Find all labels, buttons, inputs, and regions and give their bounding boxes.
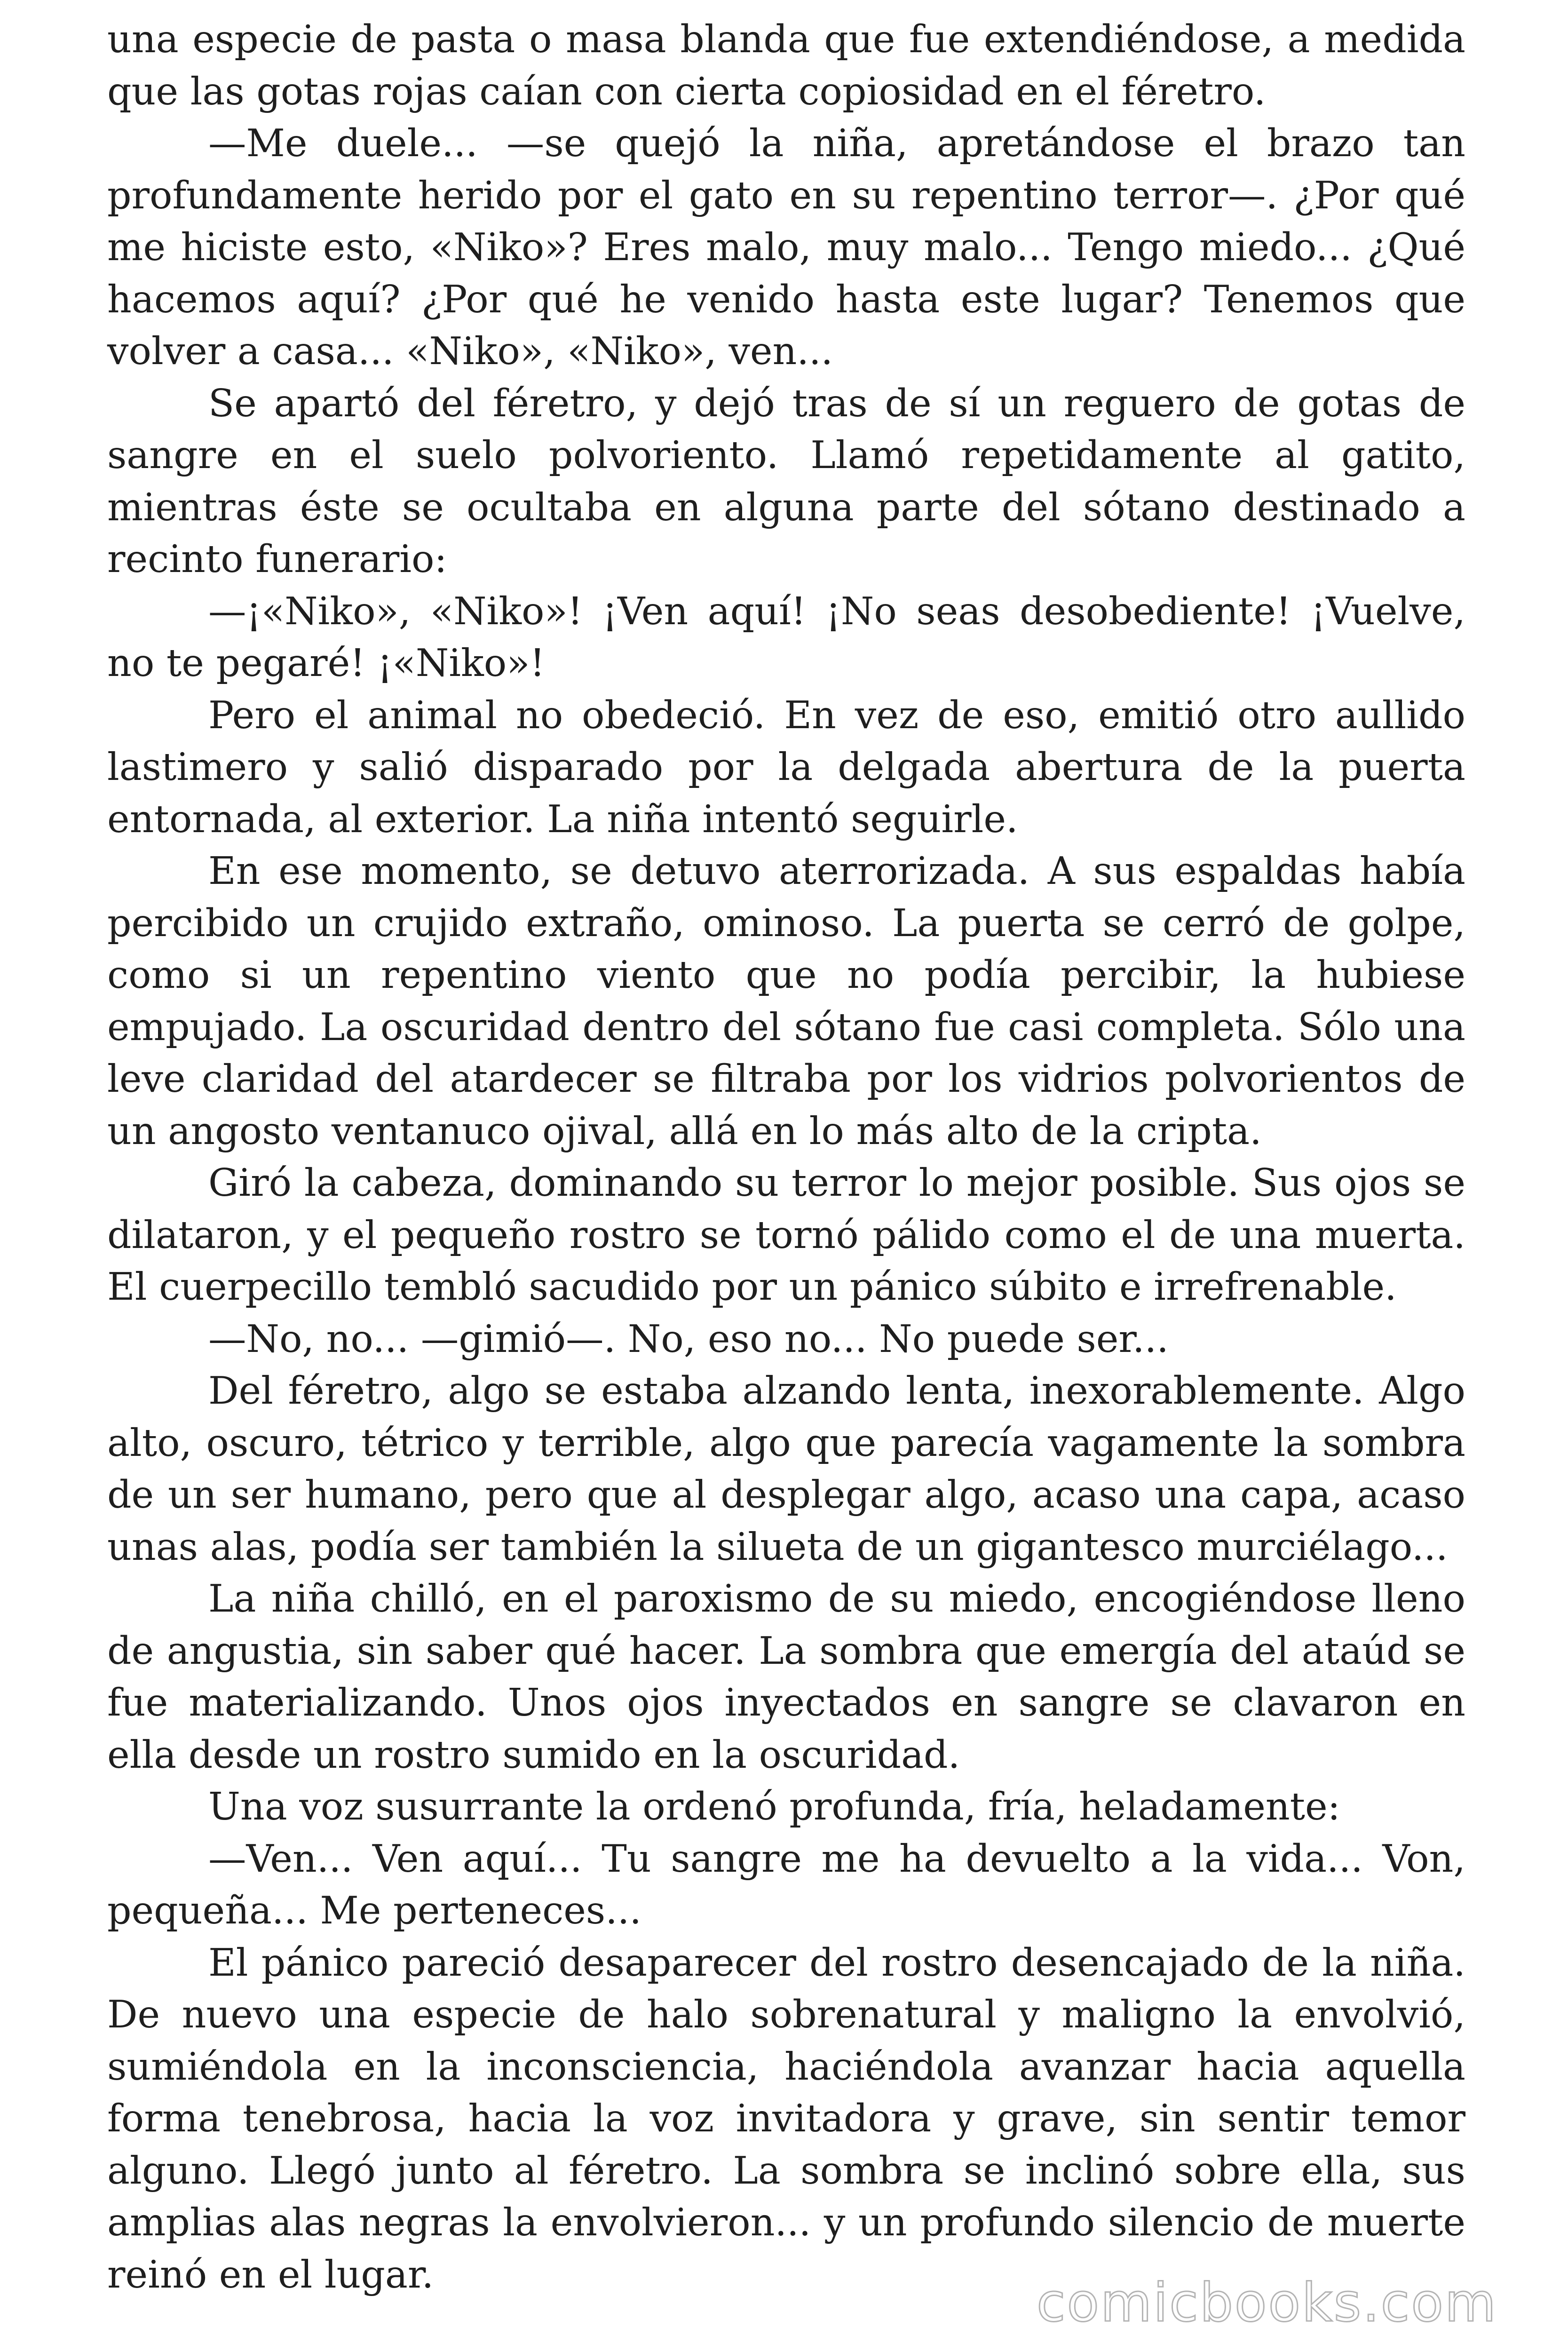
paragraph: En ese momento, se detuvo aterrorizada. A sus espaldas había percibido un crujido extraño, ominoso. La puerta se cerró de golpe, como si un repentino viento que no podía percibir, la hubiese empujado. La oscuridad dentro del sótano fue casi completa. Sólo una leve claridad del atardecer se filtraba por los vidrios polvorientos de un angosto ventanuco ojival, allá en lo más alto de la cripta. — [107, 849, 1465, 1153]
paragraph: Una voz susurrante la ordenó profunda, fría, heladamente: — [208, 1784, 1340, 1828]
paragraph: Pero el animal no obedeció. En vez de eso, emitió otro aullido lastimero y salió disparado por la delgada abertura de la puerta entornada, al exterior. La niña intentó seguirle. — [107, 692, 1465, 841]
paragraph: —Ven... Ven aquí... Tu sangre me ha devuelto a la vida... Von, pequeña... Me perteneces... — [107, 1836, 1465, 1932]
paragraph: Del féretro, algo se estaba alzando lenta, inexorablemente. Algo alto, oscuro, tétrico y terrible, algo que parecía vagamente la sombra de un ser humano, pero que al desplegar algo, acaso una capa, acaso unas alas, podía ser también la silueta de un gigantesco murciélago... — [107, 1368, 1465, 1569]
paragraph: —No, no... —gimió—. No, eso no... No puede ser... — [208, 1316, 1169, 1361]
paragraph: —¡«Niko», «Niko»! ¡Ven aquí! ¡No seas desobediente! ¡Vuelve, no te pegaré! ¡«Niko»! — [107, 588, 1465, 685]
paragraph: una especie de pasta o masa blanda que fue extendiéndose, a medida que las gotas rojas caían con cierta copiosidad en el féretro. — [107, 17, 1465, 113]
paragraph: —Me duele... —se quejó la niña, apretándose el brazo tan profundamente herido por el gato en su repentino terror—. ¿Por qué me hiciste esto, «Niko»? Eres malo, muy malo... Tengo miedo... ¿Qué hacemos aquí? ¿Por qué he venido hasta este lugar? Tenemos que volver a casa... «Niko», «Niko», ven... — [107, 121, 1465, 373]
paragraph: El pánico pareció desaparecer del rostro desencajado de la niña. De nuevo una especie de halo sobrenatural y maligno la envolvió, sumiéndola en la inconsciencia, haciéndola avanzar hacia aquella forma tenebrosa, hacia la voz invitadora y grave, sin sentir temor alguno. Llegó junto al féretro. La sombra se inclinó sobre ella, sus amplias alas negras la envolvieron... y un profundo silencio de muerte reinó en el lugar. — [107, 1940, 1465, 2296]
watermark: comicbooks.com — [1036, 2273, 1497, 2334]
paragraph: La niña chilló, en el paroxismo de su miedo, encogiéndose lleno de angustia, sin saber qué hacer. La sombra que emergía del ataúd se fue materializando. Unos ojos inyectados en sangre se clavaron en ella desde un rostro sumido en la oscuridad. — [107, 1576, 1465, 1777]
paragraph: Se apartó del féretro, y dejó tras de sí un reguero de gotas de sangre en el suelo polvoriento. Llamó repetidamente al gatito, mientras éste se ocultaba en alguna parte del sótano destinado a recinto funerario: — [107, 381, 1465, 581]
paragraph: Giró la cabeza, dominando su terror lo mejor posible. Sus ojos se dilataron, y el pequeño rostro se tornó pálido como el de una muerta. El cuerpecillo tembló sacudido por un pánico súbito e irrefrenable. — [107, 1160, 1465, 1309]
page-text — [107, 13, 1465, 2300]
